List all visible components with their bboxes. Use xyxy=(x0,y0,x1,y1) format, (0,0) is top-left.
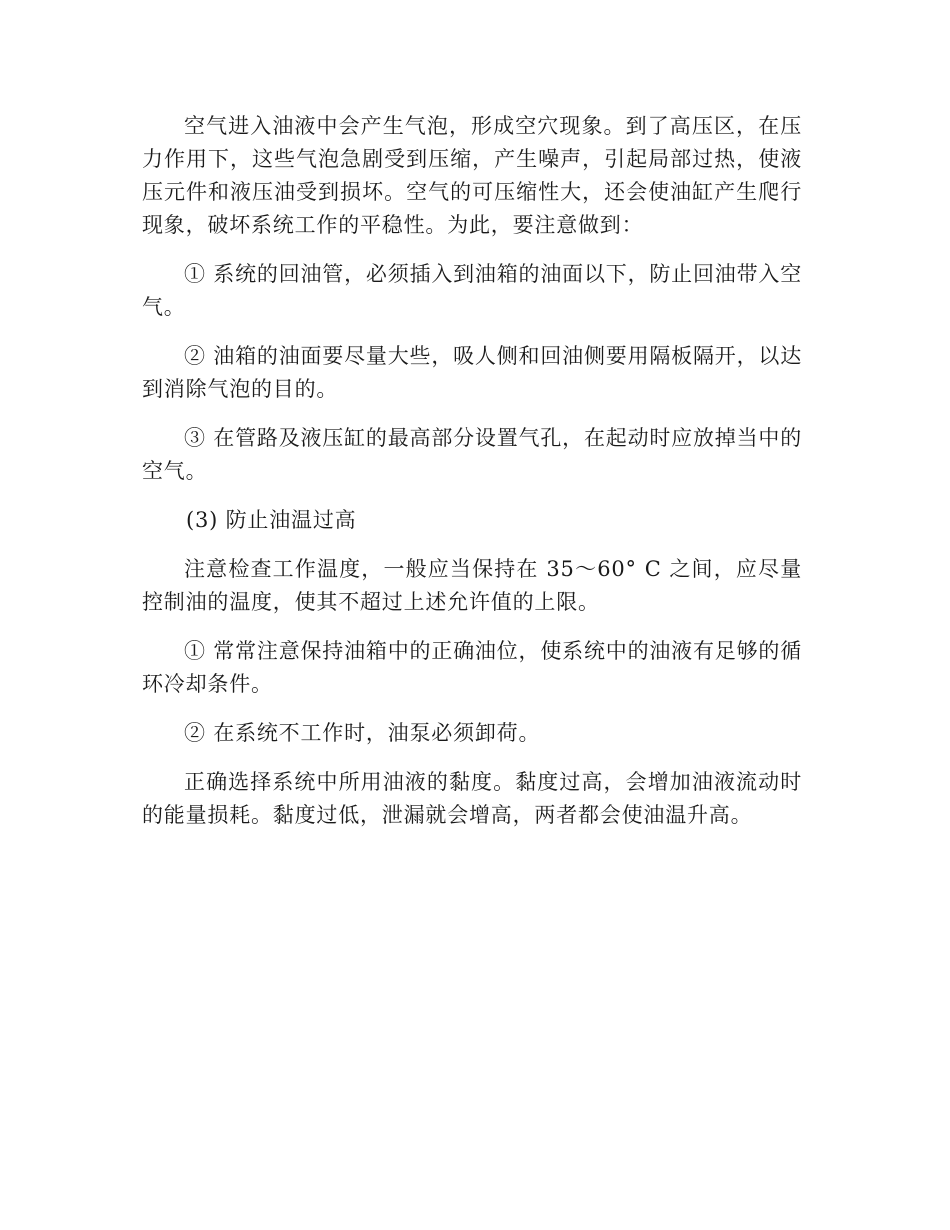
list-item-tank-baffle: ② 油箱的油面要尽量大些，吸人侧和回油侧要用隔板隔开，以达到消除气泡的目的。 xyxy=(142,344,802,401)
document-body xyxy=(142,110,802,848)
list-item-pump-unload: ② 在系统不工作时，油泵必须卸荷。 xyxy=(184,721,541,745)
paragraph-working-temperature: 注意检查工作温度，一般应当保持在 35～60° C 之间，应尽量控制油的温度，使其不超过上述允许值的上限。 xyxy=(142,557,802,614)
section-heading-oil-temperature: (3) 防止油温过高 xyxy=(186,508,357,532)
paragraph-air-cavitation: 空气进入油液中会产生气泡，形成空穴现象。到了高压区，在压力作用下，这些气泡急剧受到压缩，产生噪声，引起局部过热，使液压元件和液压油受到损坏。空气的可压缩性大，还会使油缸产生爬行现象，破坏系统工作的平稳性。为此，要注意做到： xyxy=(142,114,802,237)
list-item-oil-level: ① 常常注意保持油箱中的正确油位，使系统中的油液有足够的循环冷却条件。 xyxy=(142,639,802,696)
list-item-vent-hole: ③ 在管路及液压缸的最高部分设置气孔，在起动时应放掉当中的空气。 xyxy=(142,426,802,483)
paragraph-oil-viscosity: 正确选择系统中所用油液的黏度。黏度过高，会增加油液流动时的能量损耗。黏度过低，泄漏就会增高，两者都会使油温升高。 xyxy=(142,770,802,827)
list-item-return-pipe: ① 系统的回油管，必须插入到油箱的油面以下，防止回油带入空气。 xyxy=(142,262,802,319)
